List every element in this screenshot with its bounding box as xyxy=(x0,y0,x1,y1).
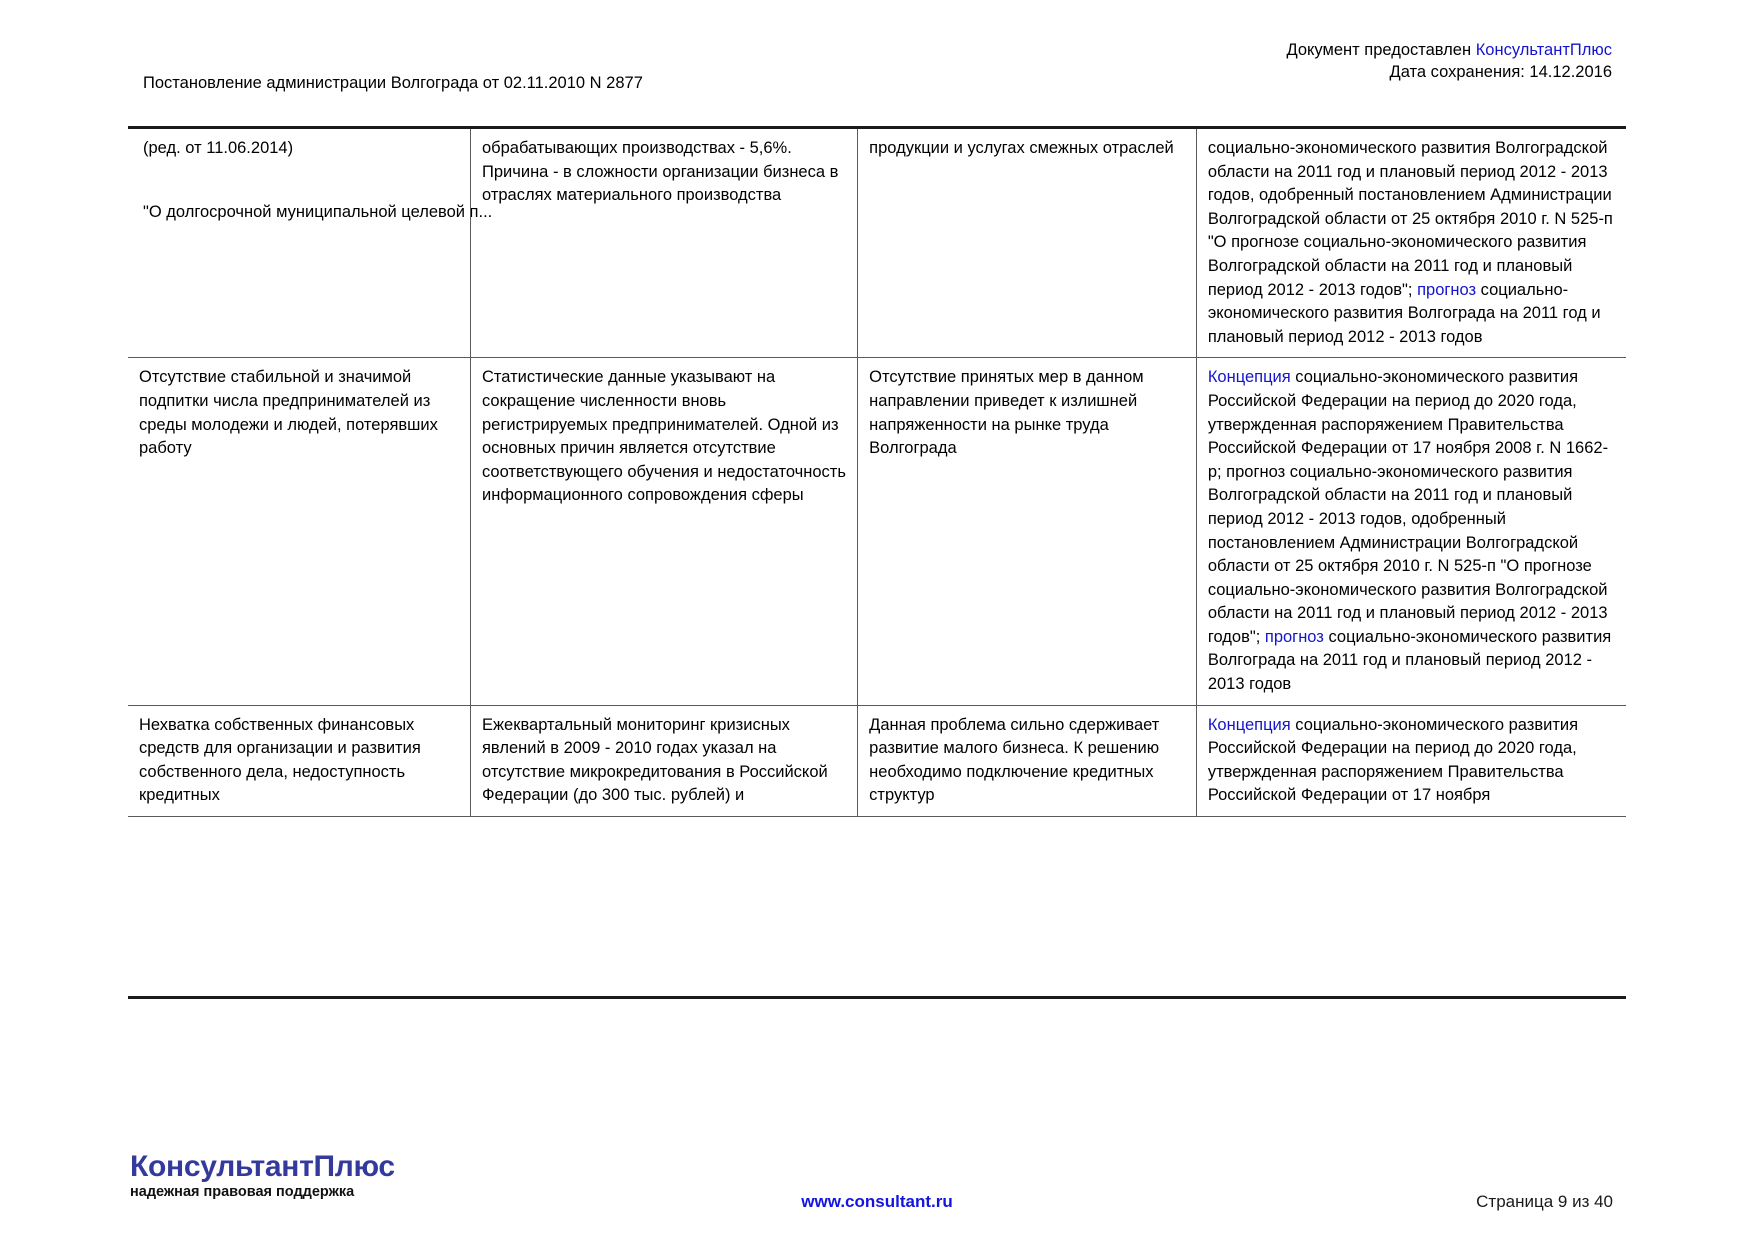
document-title-line-3: "О долгосрочной муниципальной целевой п... xyxy=(143,203,493,221)
table-cell-analysis: Статистические данные указывают на сокращение численности вновь регистрируемых предпринимателей. Одной из основных причин является отсутствие соответствующего обучения и недостаточность информационного сопровождения сферы xyxy=(471,358,858,705)
saved-date-label: Дата сохранения: 14.12.2016 xyxy=(1389,62,1612,81)
table-row xyxy=(128,705,1626,816)
table-row xyxy=(128,358,1626,705)
legal-reference-link[interactable]: прогноз xyxy=(1417,280,1477,299)
table-cell-problem xyxy=(128,129,471,358)
provided-by-line xyxy=(1286,40,1612,62)
table-cell-analysis: Ежеквартальный мониторинг кризисных явлений в 2009 - 2010 годах указал на отсутствие микрокредитования в Российской Федерации (до 300 тыс. рублей) и xyxy=(471,705,858,816)
document-title-line-1: Постановление администрации Волгограда от 02.11.2010 N 2877 xyxy=(143,74,643,92)
document-provider-block xyxy=(1286,40,1612,83)
problems-table xyxy=(128,129,1626,817)
legal-reference-link[interactable]: Концепция xyxy=(1207,368,1291,387)
table-cell-consequence: Отсутствие принятых мер в данном направлении приведет к излишней напряженности на рынке труда Волгограда xyxy=(858,358,1197,705)
table-cell-references: Концепция социально-экономического развития Российской Федерации на период до 2020 года, утвержденная распоряжением Правительства Российской Федерации от 17 ноября 2008 г. N 1662-р; прогноз социально-экономического развития Волгоградской области на 2011 год и плановый период 2012 - 2013 годов, одобренный постановлением Администрации Волгоградской области от 25 октября 2010 г. N 525-п "О прогнозе социально-экономического развития Волгоградской области на 2011 год и плановый период 2012 - 2013 годов"; прогноз социально-экономического развития Волгограда на 2011 год и плановый период 2012 - 2013 годов xyxy=(1196,358,1626,705)
table-row xyxy=(128,129,1626,358)
page-number-label: Страница 9 из 40 xyxy=(1476,1192,1613,1211)
table-container xyxy=(128,129,1626,996)
document-title-line-2: (ред. от 11.06.2014) xyxy=(143,138,294,157)
provided-by-label: Документ предоставлен xyxy=(1286,41,1476,59)
logo-tagline: надежная правовая поддержка xyxy=(130,1184,355,1200)
content-bottom-rule xyxy=(128,996,1626,999)
consultant-plus-link[interactable]: КонсультантПлюс xyxy=(1475,41,1612,59)
table-cell-consequence: продукции и услугах смежных отраслей xyxy=(858,129,1197,358)
table-cell-analysis: обрабатывающих производствах - 5,6%. Причина - в сложности организации бизнеса в отраслях материального производства xyxy=(471,129,858,358)
document-footer xyxy=(0,1150,1754,1220)
consultant-website-link[interactable]: www.consultant.ru xyxy=(801,1192,953,1211)
table-cell-references: социально-экономического развития Волгоградской области на 2011 год и плановый период 2012 - 2013 годов, одобренный постановлением Администрации Волгоградской области от 25 октября 2010 г. N 525-п "О прогнозе социально-экономического развития Волгоградской области на 2011 год и плановый период 2012 - 2013 годов"; прогноз социально-экономического развития Волгограда на 2011 год и плановый период 2012 - 2013 годов xyxy=(1196,129,1626,358)
table-cell-references: Концепция социально-экономического развития Российской Федерации на период до 2020 года, утвержденная распоряжением Правительства Российской Федерации от 17 ноября xyxy=(1196,705,1626,816)
table-cell-consequence: Данная проблема сильно сдерживает развитие малого бизнеса. К решению необходимо подключение кредитных структур xyxy=(858,705,1197,816)
table-cell-problem: Отсутствие стабильной и значимой подпитки числа предпринимателей из среды молодежи и людей, потерявших работу xyxy=(128,358,471,705)
logo-title: КонсультантПлюс xyxy=(130,1150,395,1183)
legal-reference-link[interactable]: Концепция xyxy=(1207,715,1291,734)
legal-reference-link[interactable]: прогноз xyxy=(1264,627,1324,646)
table-cell-problem: Нехватка собственных финансовых средств для организации и развития собственного дела, недоступность кредитных xyxy=(128,705,471,816)
